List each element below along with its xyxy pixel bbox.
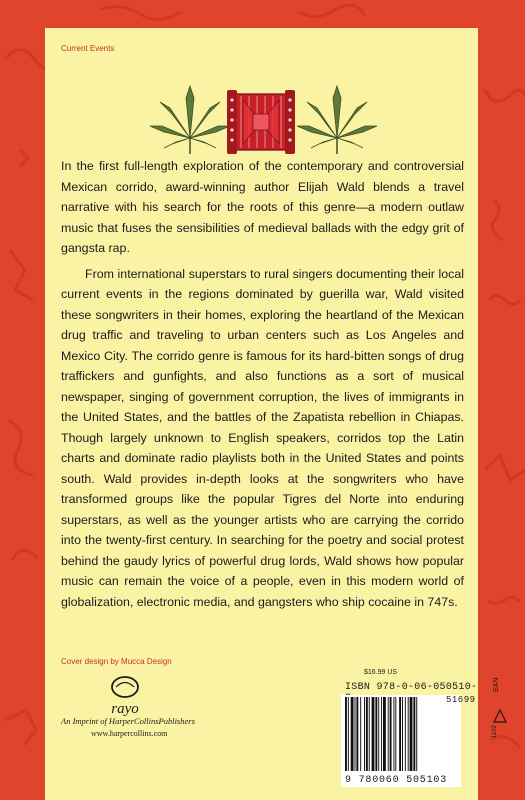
barcode-bars (341, 695, 461, 775)
barcode-bar (405, 697, 406, 771)
barcode-bar (416, 697, 417, 771)
imprint-line: An Imprint of HarperCollinsPublishers (61, 716, 195, 726)
rayo-logo-text: rayo (111, 701, 139, 717)
barcode-bar (360, 697, 361, 771)
barcode-bar (364, 697, 365, 771)
barcode-bar (348, 697, 349, 771)
barcode-bar (390, 697, 392, 771)
triangle-icon (492, 708, 508, 724)
accordion-illustration (227, 90, 295, 154)
barcode-bar (399, 697, 401, 771)
barcode-bar (402, 697, 403, 771)
isbn-number: ISBN 978-0-06-050510- (345, 682, 478, 693)
category-label: Current Events (61, 44, 115, 53)
barcode-bar (355, 697, 356, 771)
rayo-logo (100, 673, 150, 719)
blurb-paragraph: In the first full-length exploration of the contemporary and controversial Mexican corrido, award-winning author Elijah Wald blends a travel narrative with his search for the roots of this genre—a modern outlaw music that fuses the sensibilities of medieval ballads with the edgy grit of gangsta rap. (61, 159, 464, 255)
barcode-bar (378, 697, 379, 771)
publisher-website: www.harpercollins.com (91, 729, 168, 738)
barcode-bar (366, 697, 368, 771)
print-code: 1102 (492, 725, 498, 738)
barcode-bar (369, 697, 370, 771)
cover-design-credit: Cover design by Mucca Design (61, 657, 172, 666)
barcode-bar (393, 697, 394, 771)
barcode-bar (351, 697, 354, 771)
price-addon-digits: 51699 (446, 695, 476, 705)
blurb-text (61, 156, 464, 612)
back-cover-panel (45, 28, 500, 800)
barcode-bar (388, 697, 389, 771)
barcode (341, 695, 461, 787)
barcode-bar (381, 697, 382, 771)
barcode-bar (410, 697, 413, 771)
barcode-bar (383, 697, 386, 771)
barcode-bar (372, 697, 375, 771)
barcode-bar (345, 697, 347, 771)
barcode-bar (356, 697, 358, 771)
barcode-bar (395, 697, 396, 771)
cannabis-leaf-icon (150, 86, 230, 154)
cannabis-leaf-icon (297, 86, 377, 154)
price-label: $16.99 US (364, 669, 398, 676)
barcode-bar (408, 697, 409, 771)
barcode-bar (413, 697, 415, 771)
barcode-digits: 9 780060 505103 (345, 775, 448, 786)
ean-label: EAN (493, 677, 500, 692)
blurb-paragraph: From international superstars to rural singers documenting their local current events in the regions dominated by guerilla war, Wald visited these songwriters in their homes, exploring the heartland of the Mexican drug traffic and traveling to urban centers such as Los Angeles and Mexico City. The corrido genre is famous for its hard-bitten songs of drug traffickers and gunfights, and also functions as a sort of musical newspaper, singing of government corruption, the lives of immigrants in the United States, and the battles of the Zapatista rebellion in Chiapas. Though largely unknown to English speakers, corridos top the Latin charts and dominate radio playlists both in the United States and points south. Wald provides in-depth looks at the songwriters who have transformed groups like the popular Tigres del Norte into enduring superstars, as well as the younger artists who are carrying the corrido into the twenty-first century. In searching for the poetry and social protest behind the gaudy lyrics of powerful drug lords, Wald shows how popular music can remain the voice of a people, even in this modern world of globalization, electronic media, and gangsters who ship cocaine in 747s. (61, 266, 464, 609)
barcode-bar (375, 697, 377, 771)
